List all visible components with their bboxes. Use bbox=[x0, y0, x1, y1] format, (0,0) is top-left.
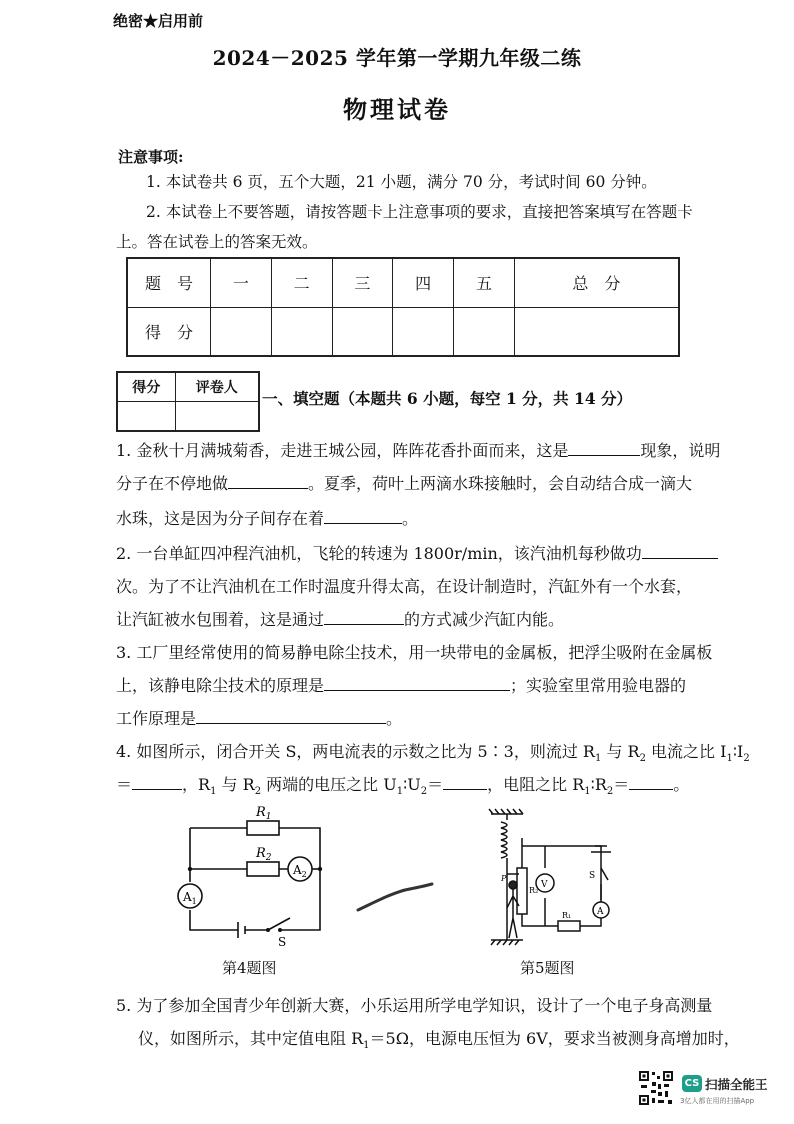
figure-4-label-r2: $R_2$ bbox=[256, 846, 272, 863]
score-cell[interactable] bbox=[211, 307, 272, 356]
figure-5-label-s: S bbox=[589, 871, 596, 881]
figure-5-caption: 第5题图 bbox=[520, 959, 575, 977]
score-table-row-label: 得 分 bbox=[127, 307, 211, 356]
answer-blank[interactable] bbox=[642, 540, 718, 559]
answer-blank[interactable] bbox=[132, 771, 182, 790]
answer-blank[interactable] bbox=[324, 505, 402, 524]
question-4-line-2: ＝ ，$R_1$ 与 $R_2$ 两端的电压之比 $U_1∶U_2=$ ，电阻之比 $R_1∶R_2=$ 。 bbox=[116, 768, 689, 808]
grader-name-label: 评卷人 bbox=[175, 372, 259, 402]
notice-item-1: 1. 本试卷共 6 页，五个大题，21 小题，满分 70 分，考试时间 60 分钟。 bbox=[146, 173, 657, 191]
notice-item-2-line-2: 上。答在试卷上的答案无效。 bbox=[116, 233, 318, 251]
figure-5-height-meter bbox=[485, 808, 635, 950]
question-1-line-2: 分子在不停地做 。夏季，荷叶上两滴水珠接触时，会自动结合成一滴大 bbox=[116, 467, 692, 500]
score-table-col: 总 分 bbox=[514, 258, 679, 307]
figure-5-label-p: P bbox=[501, 874, 507, 883]
figure-5-label-a: A bbox=[597, 907, 604, 917]
answer-blank[interactable] bbox=[196, 705, 386, 724]
figure-5-label-r1: R₁ bbox=[562, 911, 572, 920]
answer-blank[interactable] bbox=[629, 771, 673, 790]
figure-4-label-r1: $R_1$ bbox=[256, 805, 272, 822]
secret-label: 绝密★启用前 bbox=[113, 12, 204, 30]
camscanner-brand: 扫描全能王 bbox=[705, 1077, 768, 1092]
grader-score-cell[interactable] bbox=[117, 402, 175, 432]
figure-5-label-v: V bbox=[541, 880, 548, 890]
score-table-col: 二 bbox=[271, 258, 332, 307]
question-4-line-1: 4. 如图所示，闭合开关 S，两电流表的示数之比为 5∶3，则流过 $R_1$ 与 $R_2$ 电流之比 $I_1∶I_2$ bbox=[116, 742, 750, 765]
figure-4-circuit bbox=[170, 800, 340, 950]
score-cell[interactable] bbox=[332, 307, 393, 356]
score-table bbox=[126, 257, 680, 357]
question-3-line-1: 3. 工厂里经常使用的简易静电除尘技术，用一块带电的金属板，把浮尘吸附在金属板 bbox=[116, 643, 713, 662]
score-cell[interactable] bbox=[393, 307, 454, 356]
figure-4-label-a1: $A_1$ bbox=[183, 890, 197, 906]
figure-5-label-r2: R₂ bbox=[529, 886, 539, 895]
answer-blank[interactable] bbox=[324, 672, 510, 691]
question-5-line-2: 仪，如图所示，其中定值电阻 $R_1=5\Omega$，电源电压恒为 6V，要求当被测身高增加时， bbox=[138, 1029, 740, 1052]
question-2-line-1: 2. 一台单缸四冲程汽油机，飞轮的转速为 1800r/min，该汽油机每秒做功 bbox=[116, 537, 718, 570]
score-cell[interactable] bbox=[454, 307, 515, 356]
question-3-line-2: 上，该静电除尘技术的原理是 ；实验室里常用验电器的 bbox=[116, 669, 686, 702]
question-5-line-1: 5. 为了参加全国青少年创新大赛，小乐运用所学电学知识，设计了一个电子身高测量 bbox=[116, 996, 713, 1015]
score-table-col: 五 bbox=[454, 258, 515, 307]
question-2-line-3: 让汽缸被水包围着，这是通过 的方式减少汽缸内能。 bbox=[116, 603, 564, 636]
question-3-line-3: 工作原理是 。 bbox=[116, 702, 402, 735]
score-cell[interactable] bbox=[271, 307, 332, 356]
notice-heading: 注意事项: bbox=[118, 148, 184, 166]
score-table-row-label: 题 号 bbox=[127, 258, 211, 307]
grader-name-cell[interactable] bbox=[175, 402, 259, 432]
score-table-col: 一 bbox=[211, 258, 272, 307]
answer-blank[interactable] bbox=[568, 437, 640, 456]
score-table-col: 三 bbox=[332, 258, 393, 307]
question-1-line-3: 水珠，这是因为分子间存在着 。 bbox=[116, 502, 418, 535]
notice-item-2-line-1: 2. 本试卷上不要答题，请按答题卡上注意事项的要求，直接把答案填写在答题卡 bbox=[146, 203, 693, 221]
score-cell[interactable] bbox=[514, 307, 679, 356]
question-1-line-1: 1. 金秋十月满城菊香，走进王城公园，阵阵花香扑面而来，这是 现象，说明 bbox=[116, 434, 720, 467]
question-2-line-2: 次。为了不让汽油机在工作时温度升得太高，在设计制造时，汽缸外有一个水套， bbox=[116, 577, 693, 596]
camscanner-badge: CS bbox=[682, 1075, 702, 1092]
grader-box bbox=[116, 371, 260, 432]
pen-mark bbox=[355, 880, 435, 920]
figure-4-label-a2: $A_2$ bbox=[293, 863, 307, 879]
figure-4-label-s: S bbox=[278, 935, 287, 949]
answer-blank[interactable] bbox=[228, 470, 308, 489]
exam-title: 2024－2025 学年第一学期九年级二练 bbox=[212, 46, 582, 70]
grader-score-label: 得分 bbox=[117, 372, 175, 402]
subject-title: 物理试卷 bbox=[343, 95, 451, 124]
camscanner-tagline: 3亿人都在用的扫描App bbox=[680, 1097, 755, 1105]
section-1-title: 一、填空题（本题共 6 小题，每空 1 分，共 14 分） bbox=[262, 389, 633, 408]
answer-blank[interactable] bbox=[324, 606, 404, 625]
qr-code-icon bbox=[638, 1070, 674, 1106]
score-table-col: 四 bbox=[393, 258, 454, 307]
answer-blank[interactable] bbox=[443, 771, 487, 790]
figure-4-caption: 第4题图 bbox=[222, 959, 277, 977]
